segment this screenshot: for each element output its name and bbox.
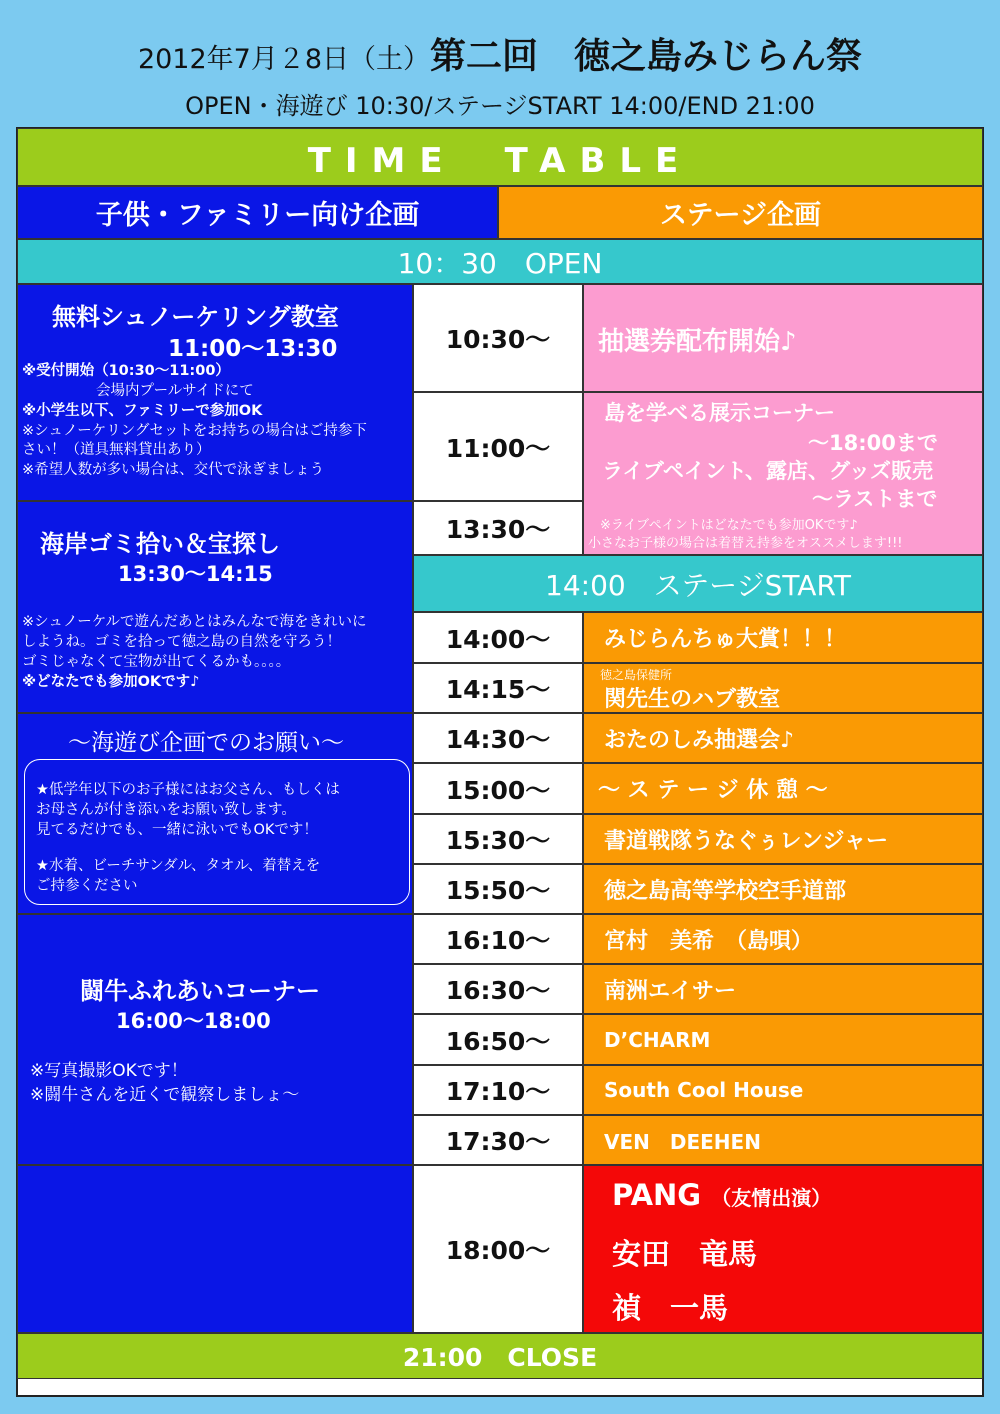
time-cell: 16:30〜 — [413, 964, 583, 1014]
time-cell: 16:10〜 — [413, 914, 583, 964]
request-note: お母さんが付き添いをお願い致します。 — [36, 802, 296, 818]
request-note: ★低学年以下のお子様にはお父さん、もしくは — [36, 782, 340, 798]
exhibit-cell — [583, 392, 983, 555]
stage-event: VEN DEEHEN — [583, 1115, 983, 1165]
time-cell: 14:00〜 — [413, 612, 583, 663]
event-date: 2012年7月２8日（土） — [137, 44, 431, 75]
time-cell: 15:30〜 — [413, 814, 583, 864]
poster-title — [0, 28, 1000, 80]
time-cell: 15:00〜 — [413, 763, 583, 814]
finale-performer-name: PANG — [612, 1178, 702, 1212]
bull-block — [17, 914, 413, 1165]
bull-note: ※闘牛さんを近くで観察しましょ〜 — [30, 1085, 300, 1105]
finale-performer: 禎 一馬 — [612, 1291, 729, 1325]
column-header-family: 子供・ファミリー向け企画 — [17, 186, 498, 239]
request-title: 〜海遊び企画でのお願い〜 — [68, 730, 344, 756]
stage-event: みじらんちゅ大賞！！！ — [583, 612, 983, 663]
timetable-title: TIME TABLE — [17, 128, 983, 186]
snorkel-note: ※受付開始（10:30〜11:00） — [22, 363, 230, 379]
snorkel-time: 11:00〜13:30 — [168, 336, 338, 362]
request-note: 見てるだけでも、一緒に泳いでもOKです！ — [36, 822, 318, 838]
snorkel-note: ※シュノーケリングセットをお持ちの場合はご持参下 — [22, 423, 367, 439]
request-note: ★水着、ビーチサンダル、タオル、着替えを — [36, 858, 321, 874]
snorkel-note: ※小学生以下、ファミリーで参加OK — [22, 403, 263, 419]
open-band: 10：30 OPEN — [17, 239, 983, 284]
beach-time: 13:30〜14:15 — [118, 562, 273, 586]
exhibit-title: 島を学べる展示コーナー — [604, 401, 835, 425]
finale-cell — [583, 1165, 983, 1333]
live-until: 〜ラストまで — [812, 487, 938, 511]
time-cell: 15:50〜 — [413, 864, 583, 914]
beach-note: しようね。ゴミを拾って徳之島の自然を守ろう！ — [22, 634, 341, 650]
time-cell: 10:30〜 — [413, 284, 583, 392]
finale-performer: 安田 竜馬 — [612, 1237, 758, 1271]
beach-note: ※どなたでも参加OKです♪ — [22, 674, 200, 690]
finale-performer-note: （友情出演） — [711, 1186, 832, 1210]
bull-title: 闘牛ふれあいコーナー — [80, 977, 320, 1005]
time-cell: 14:30〜 — [413, 713, 583, 763]
beach-note: ゴミじゃなくて宝物が出てくるかも。。。。 — [22, 654, 291, 670]
pink-note: 小さなお子様の場合は着替え持参をオススメします!!! — [588, 536, 903, 551]
time-cell: 16:50〜 — [413, 1014, 583, 1065]
time-cell: 17:30〜 — [413, 1115, 583, 1165]
snorkel-title: 無料シュノーケリング教室 — [52, 303, 339, 331]
bull-time: 16:00〜18:00 — [116, 1009, 271, 1033]
column-header-stage: ステージ企画 — [498, 186, 983, 239]
empty-block — [17, 1165, 413, 1333]
stage-event: South Cool House — [583, 1065, 983, 1115]
beach-block — [17, 501, 413, 713]
stage-event — [583, 663, 983, 713]
stage-break: 〜 ス テ ー ジ 休 憩 〜 — [583, 763, 983, 814]
time-cell: 11:00〜 — [413, 392, 583, 501]
stage-event: おたのしみ抽選会♪ — [583, 713, 983, 763]
close-band: 21:00 CLOSE — [17, 1333, 983, 1379]
beach-note: ※シュノーケルで遊んだあとはみんなで海をきれいに — [22, 614, 367, 630]
stage-event: 書道戦隊うなぐぅレンジャー — [583, 814, 983, 864]
event-hours: OPEN・海遊び 10:30/ステージSTART 14:00/END 21:00 — [185, 92, 815, 120]
stage-event: 宮村 美希 （島唄） — [583, 914, 983, 964]
exhibit-until: 〜18:00まで — [808, 431, 938, 455]
snorkel-note: ※希望人数が多い場合は、交代で泳ぎましょう — [22, 462, 325, 478]
stage-start-band: 14:00 ステージSTART — [413, 555, 983, 612]
snorkel-block — [17, 284, 413, 501]
time-cell: 14:15〜 — [413, 663, 583, 713]
stage-event: D’CHARM — [583, 1014, 983, 1065]
stage-event: 徳之島高等学校空手道部 — [583, 864, 983, 914]
time-cell: 17:10〜 — [413, 1065, 583, 1115]
bull-note: ※写真撮影OKです！ — [30, 1061, 188, 1081]
beach-title: 海岸ゴミ拾い＆宝探し — [40, 530, 280, 558]
request-block — [17, 713, 413, 914]
stage-event-org: 徳之島保健所 — [600, 668, 673, 682]
snorkel-note: 会場内プールサイドにて — [96, 383, 254, 399]
live-paint: ライブペイント、露店、グッズ販売 — [602, 459, 933, 483]
snorkel-note: さい！（道具無料貸出あり） — [22, 442, 211, 458]
stage-event-title: 関先生のハブ教室 — [604, 687, 781, 712]
finale-performer — [612, 1178, 831, 1212]
time-cell: 13:30〜 — [413, 501, 583, 555]
lottery-distribution-cell — [583, 284, 983, 392]
lottery-start: 抽選券配布開始♪ — [598, 327, 797, 357]
pink-note: ※ライブペイントはどなたでも参加OKです♪ — [600, 518, 858, 533]
time-cell: 18:00〜 — [413, 1165, 583, 1333]
event-name: 第二回 徳之島みじらん祭 — [430, 36, 863, 77]
request-note: ご持参ください — [36, 878, 138, 894]
stage-event: 南洲エイサー — [583, 964, 983, 1014]
